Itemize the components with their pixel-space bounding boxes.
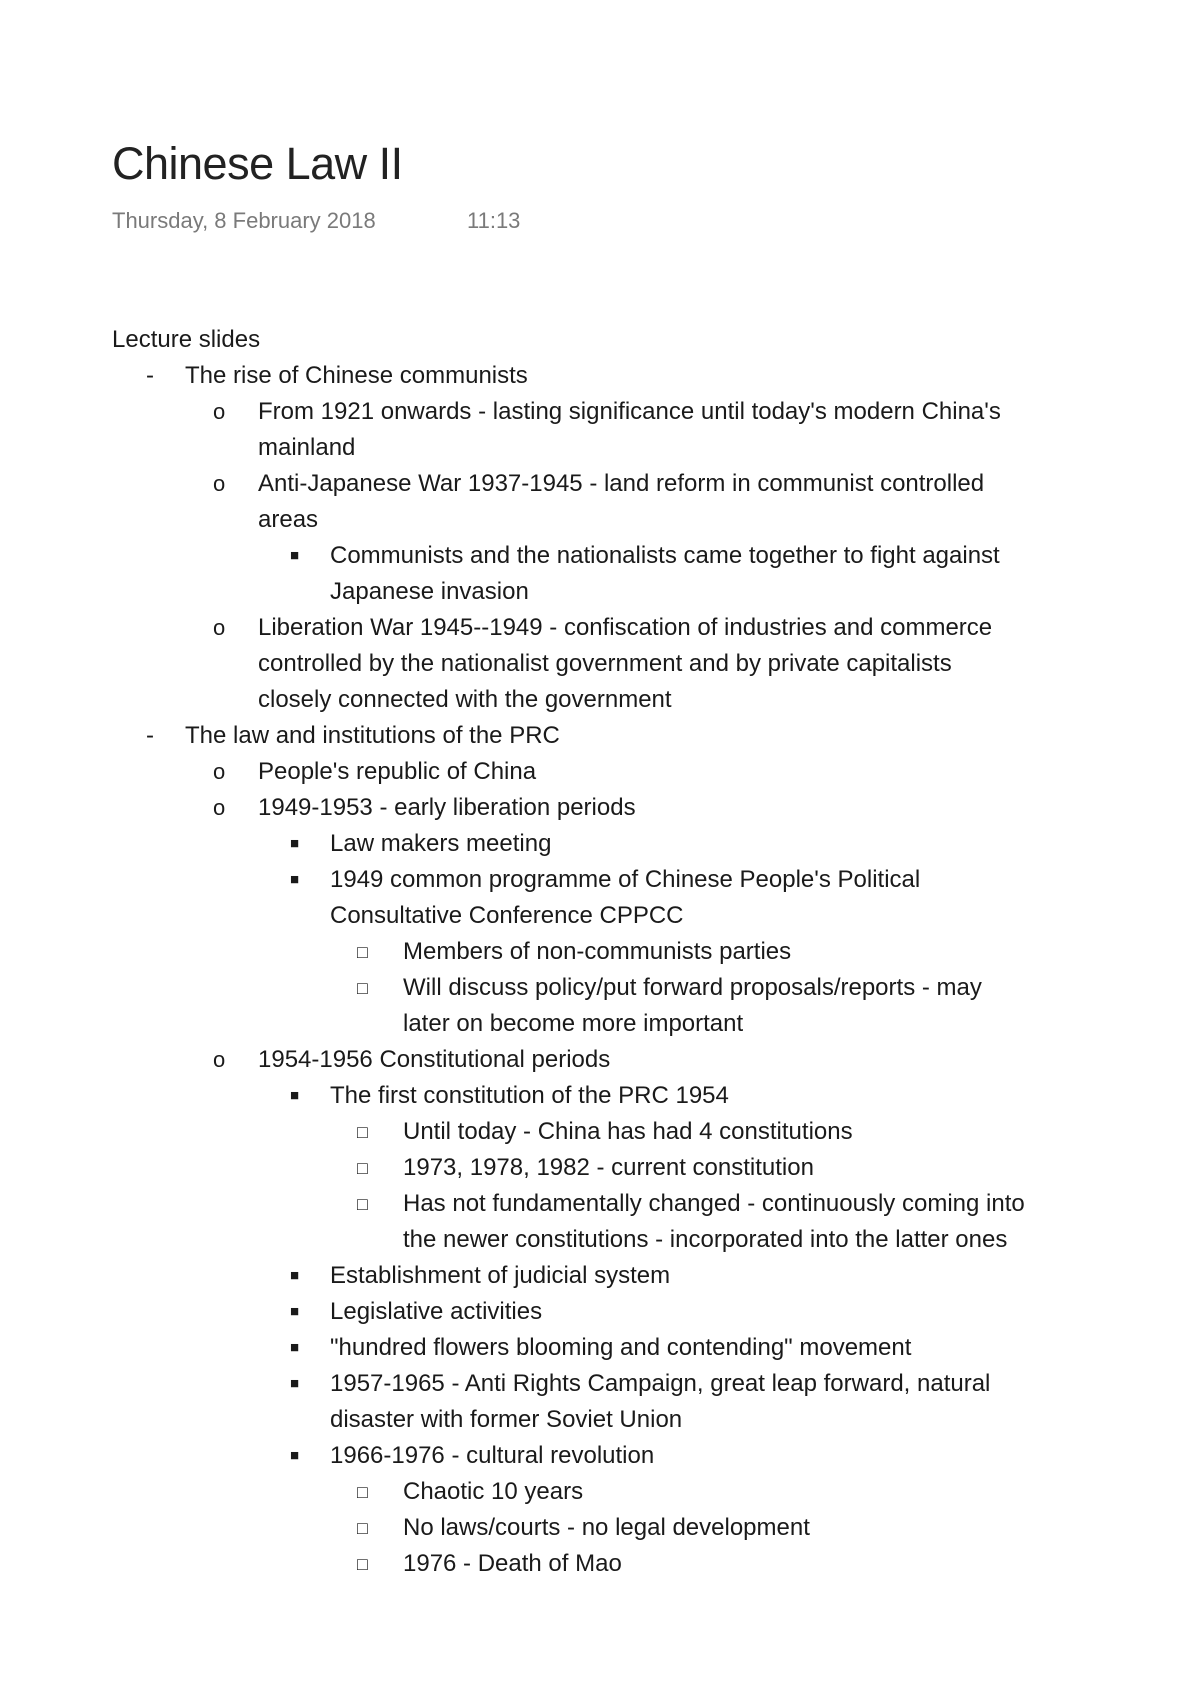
note-line-text: Liberation War 1945--1949 - confiscation of industries and commerce <box>258 614 993 641</box>
square-bullet-icon: ■ <box>290 1087 300 1104</box>
note-line <box>0 538 1200 574</box>
note-line <box>0 1330 1200 1366</box>
note-line-text: Law makers meeting <box>330 830 552 857</box>
note-line <box>0 934 1200 970</box>
page-title: Chinese Law II <box>112 138 403 189</box>
checkbox-bullet-icon: □ <box>357 1482 368 1502</box>
square-bullet-icon: ■ <box>290 1447 300 1464</box>
note-line-text: 1976 - Death of Mao <box>403 1550 622 1577</box>
note-line-text: The rise of Chinese communists <box>185 362 528 389</box>
note-line <box>0 1546 1200 1582</box>
note-line-continuation <box>0 898 1200 934</box>
note-line <box>0 358 1200 394</box>
note-line <box>0 1150 1200 1186</box>
note-line-text: Chaotic 10 years <box>403 1478 584 1505</box>
note-line-continuation <box>0 574 1200 610</box>
note-line-text: 1957-1965 - Anti Rights Campaign, great leap forward, natural <box>330 1370 991 1397</box>
square-bullet-icon: ■ <box>290 1267 300 1284</box>
checkbox-bullet-icon: □ <box>357 1554 368 1574</box>
note-line <box>0 790 1200 826</box>
note-line <box>0 1510 1200 1546</box>
note-line-text: the newer constitutions - incorporated into the latter ones <box>403 1226 1008 1253</box>
note-line-text: People's republic of China <box>258 758 537 785</box>
checkbox-bullet-icon: □ <box>357 1122 368 1142</box>
square-bullet-icon: ■ <box>290 1303 300 1320</box>
note-line <box>0 1366 1200 1402</box>
note-line-text: 1954-1956 Constitutional periods <box>258 1046 611 1073</box>
circle-bullet: o <box>213 759 226 784</box>
note-line <box>0 754 1200 790</box>
note-line-text: Until today - China has had 4 constitutions <box>403 1118 853 1145</box>
note-line-text: Members of non-communists parties <box>403 938 792 965</box>
note-line <box>0 610 1200 646</box>
note-line-text: later on become more important <box>403 1010 744 1037</box>
checkbox-bullet-icon: □ <box>357 942 368 962</box>
note-line-text: 1949 common programme of Chinese People's Political <box>330 866 921 893</box>
note-line-text: "hundred flowers blooming and contending" movement <box>330 1334 912 1361</box>
note-line-continuation <box>0 1006 1200 1042</box>
note-line-text: 1973, 1978, 1982 - current constitution <box>403 1154 814 1181</box>
note-line-text: Lecture slides <box>112 326 261 353</box>
circle-bullet: o <box>213 471 226 496</box>
note-line-text: The first constitution of the PRC 1954 <box>330 1082 729 1109</box>
checkbox-bullet-icon: □ <box>357 1518 368 1538</box>
note-line-text: Will discuss policy/put forward proposals/reports - may <box>403 974 982 1001</box>
note-line <box>0 1438 1200 1474</box>
note-line-text: Consultative Conference CPPCC <box>330 902 684 929</box>
note-line-text: 1966-1976 - cultural revolution <box>330 1442 655 1469</box>
note-line <box>0 466 1200 502</box>
note-line-text: No laws/courts - no legal development <box>403 1514 810 1541</box>
note-line-text: The law and institutions of the PRC <box>185 722 560 749</box>
square-bullet-icon: ■ <box>290 835 300 852</box>
dash-bullet: - <box>146 722 154 749</box>
square-bullet-icon: ■ <box>290 871 300 888</box>
note-line <box>0 394 1200 430</box>
note-line-text: Legislative activities <box>330 1298 543 1325</box>
note-line <box>0 862 1200 898</box>
note-line-text: mainland <box>258 434 356 461</box>
note-line <box>0 718 1200 754</box>
note-line-continuation <box>0 682 1200 718</box>
note-line <box>0 1186 1200 1222</box>
note-line-text: disaster with former Soviet Union <box>330 1406 683 1433</box>
circle-bullet: o <box>213 1047 226 1072</box>
note-line-text: closely connected with the government <box>258 686 672 713</box>
note-line-text: 1949-1953 - early liberation periods <box>258 794 636 821</box>
note-line-text: Has not fundamentally changed - continuously coming into <box>403 1190 1025 1217</box>
note-line-text: controlled by the nationalist government and by private capitalists <box>258 650 952 677</box>
note-line-text: Anti-Japanese War 1937-1945 - land reform in communist controlled <box>258 470 985 497</box>
circle-bullet: o <box>213 795 226 820</box>
circle-bullet: o <box>213 399 226 424</box>
note-line <box>0 1258 1200 1294</box>
checkbox-bullet-icon: □ <box>357 978 368 998</box>
note-line-continuation <box>0 502 1200 538</box>
note-line-text: Communists and the nationalists came together to fight against <box>330 542 1000 569</box>
square-bullet-icon: ■ <box>290 547 300 564</box>
page-date: Thursday, 8 February 2018 <box>112 208 376 233</box>
note-line-continuation <box>0 430 1200 466</box>
checkbox-bullet-icon: □ <box>357 1158 368 1178</box>
circle-bullet: o <box>213 615 226 640</box>
note-line-text: From 1921 onwards - lasting significance until today's modern China's <box>258 398 1001 425</box>
square-bullet-icon: ■ <box>290 1375 300 1392</box>
page-time: 11:13 <box>467 208 521 233</box>
note-line <box>0 1474 1200 1510</box>
page-timestamp <box>112 206 521 236</box>
note-line-continuation <box>0 1222 1200 1258</box>
note-line-text: Establishment of judicial system <box>330 1262 671 1289</box>
note-lines <box>0 322 1200 1594</box>
note-line <box>0 1042 1200 1078</box>
note-line <box>0 1114 1200 1150</box>
note-line <box>0 826 1200 862</box>
note-line <box>0 322 1200 358</box>
note-line <box>0 970 1200 1006</box>
note-line-text: areas <box>258 506 319 533</box>
square-bullet-icon: ■ <box>290 1339 300 1356</box>
note-line-continuation <box>0 646 1200 682</box>
note-line <box>0 1294 1200 1330</box>
checkbox-bullet-icon: □ <box>357 1194 368 1214</box>
note-line-continuation <box>0 1402 1200 1438</box>
dash-bullet: - <box>146 362 154 389</box>
note-line-text: Japanese invasion <box>330 578 529 605</box>
note-line <box>0 1078 1200 1114</box>
